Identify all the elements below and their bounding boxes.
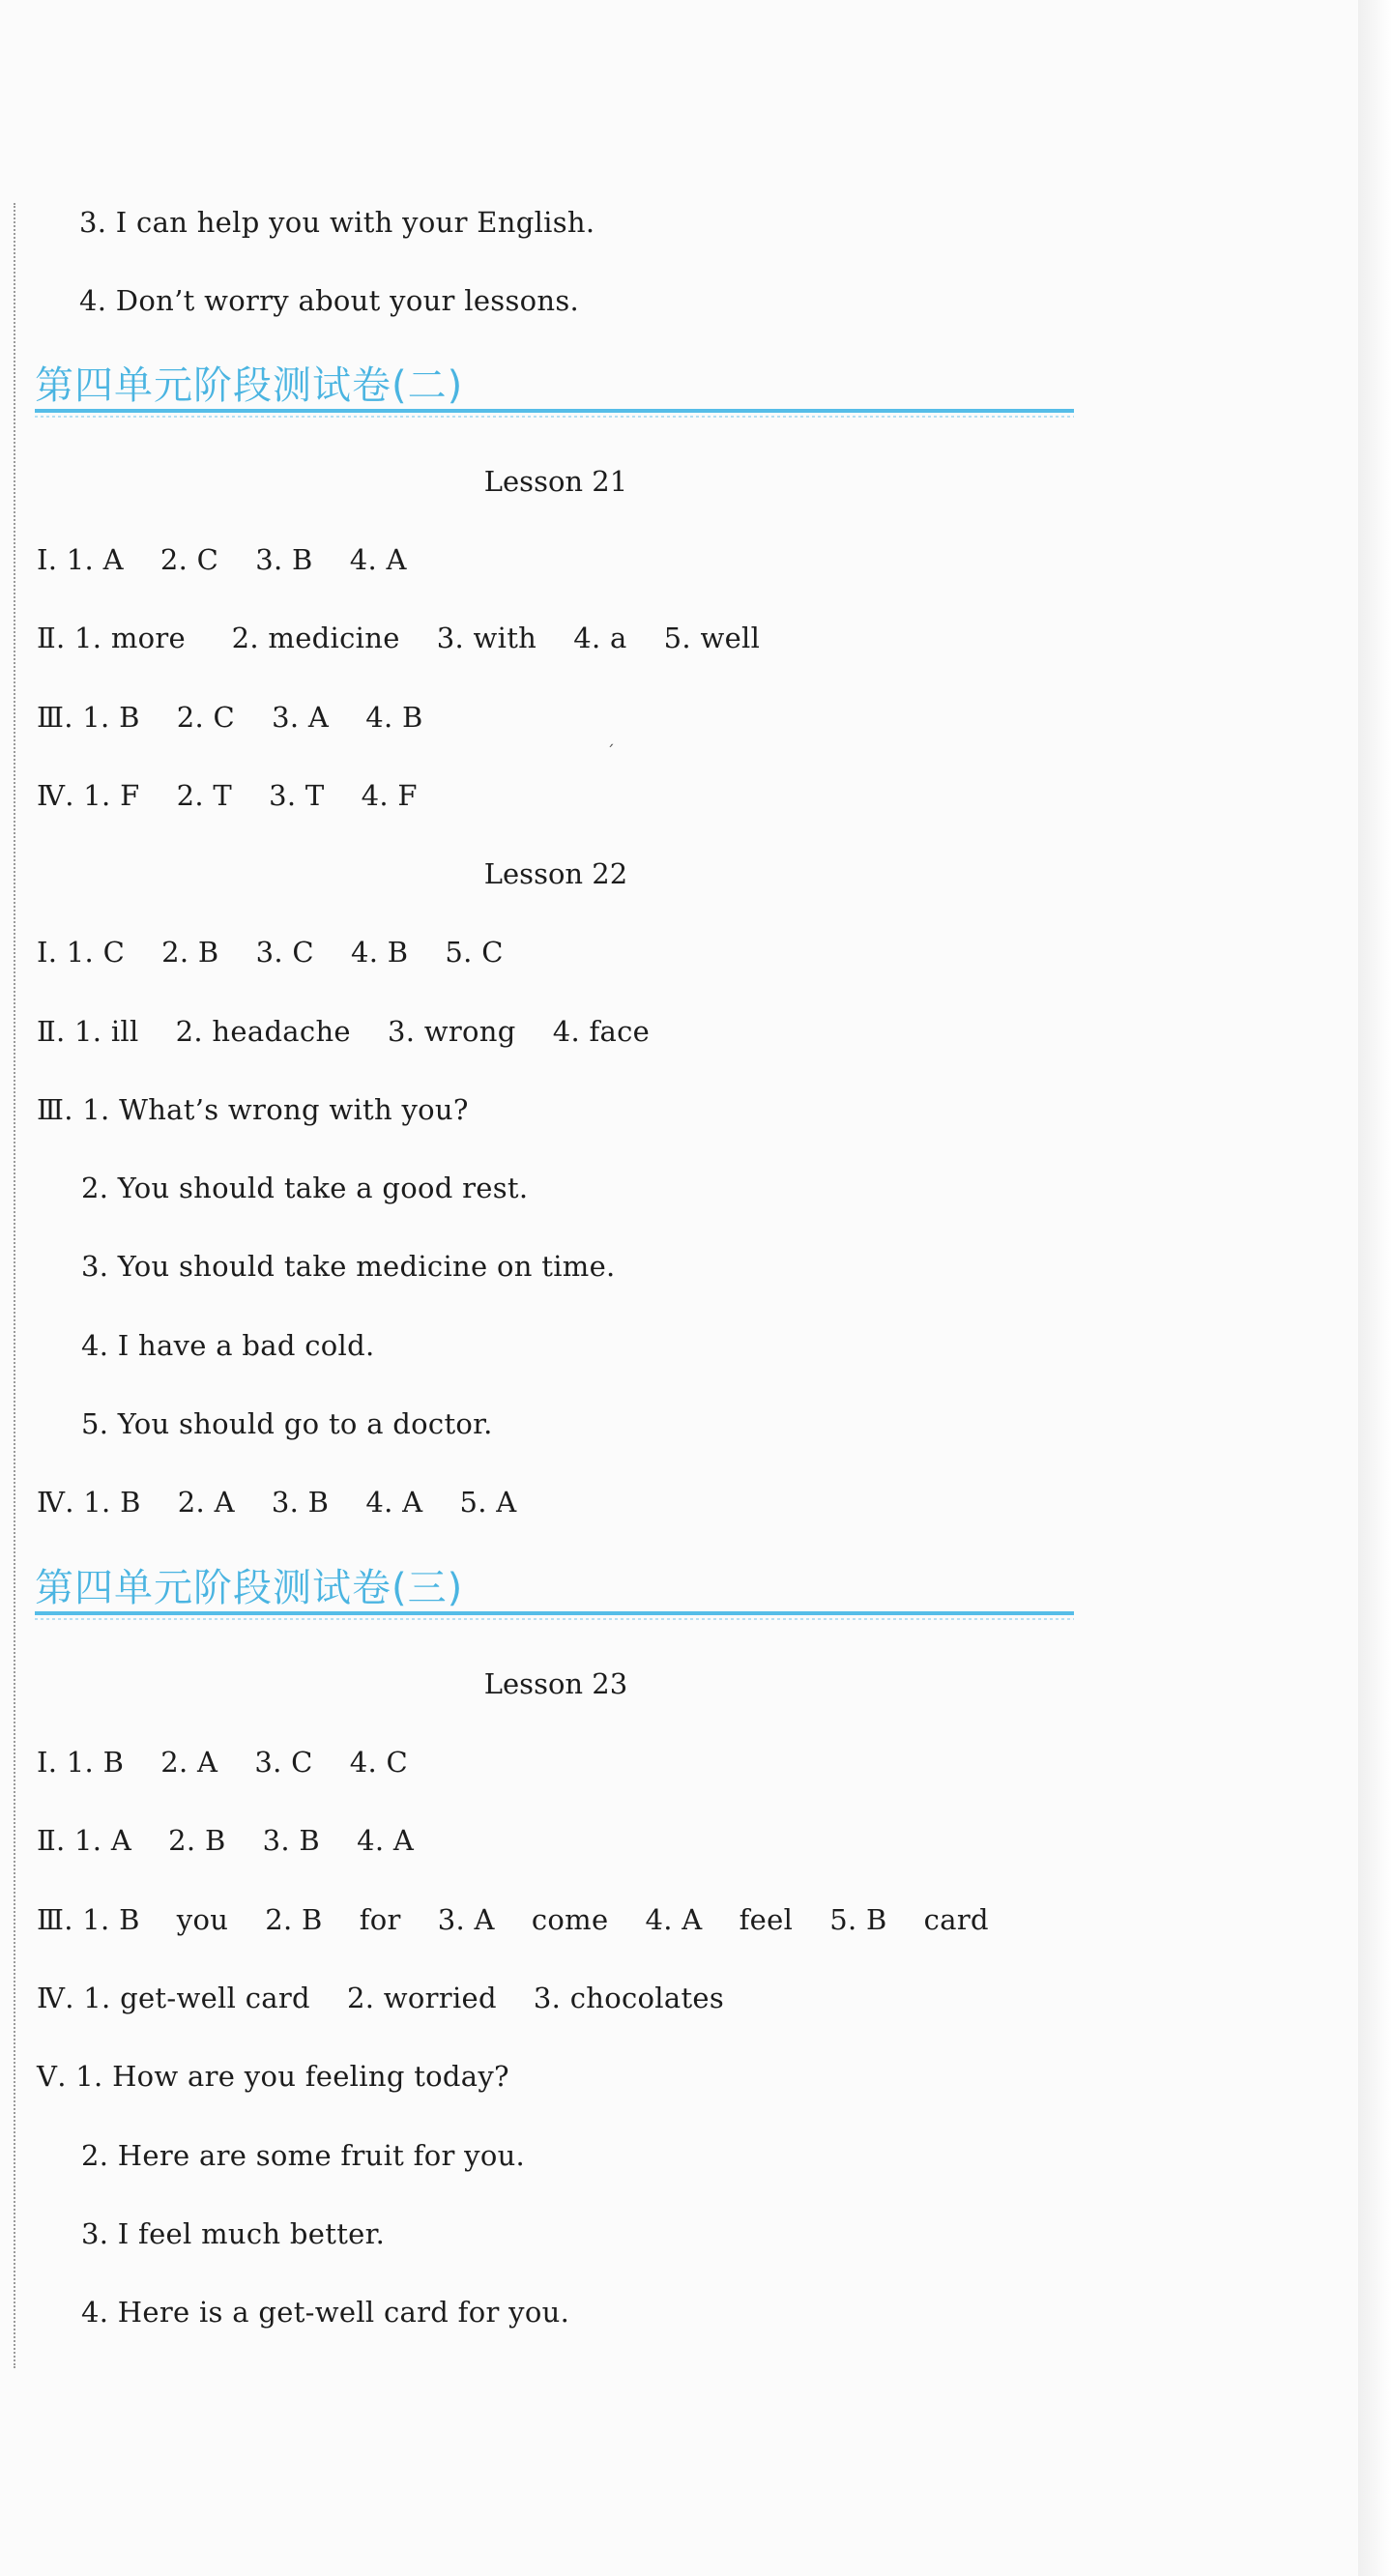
answer-line: Ⅳ. 1. B 2. A 3. B 4. A 5. A (37, 1486, 517, 1519)
answer-line: 4. Here is a get-well card for you. (81, 2296, 570, 2329)
answer-line: 4. I have a bad cold. (81, 1329, 375, 1362)
answer-line: Ⅳ. 1. get-well card 2. worried 3. chocolates (37, 1982, 725, 2014)
answer-line: Ⅲ. 1. B you 2. B for 3. A come 4. A feel 5. B card (37, 1903, 989, 1936)
lesson-title: Lesson 21 (483, 465, 628, 498)
section-underline (35, 1611, 1074, 1615)
section-header-test-2 (35, 361, 1074, 428)
answer-line: 2. Here are some fruit for you. (81, 2139, 526, 2172)
binding-margin-rule (14, 203, 15, 2368)
page-edge-shadow (1358, 0, 1392, 2576)
section-underline-dotted (35, 416, 1074, 418)
answer-line: Ⅴ. 1. How are you feeling today? (37, 2060, 509, 2093)
section-underline-dotted (35, 1618, 1074, 1620)
section-header-test-3 (35, 1563, 1074, 1631)
answer-line: 3. You should take medicine on time. (81, 1250, 616, 1283)
answer-line: 2. You should take a good rest. (81, 1172, 529, 1204)
answer-line: Ⅰ. 1. B 2. A 3. C 4. C (37, 1746, 408, 1779)
scan-speck: ˊ (606, 742, 615, 763)
answer-line: Ⅲ. 1. What’s wrong with you? (37, 1093, 469, 1126)
answer-line: Ⅱ. 1. A 2. B 3. B 4. A (37, 1824, 415, 1857)
answer-line: 3. I feel much better. (81, 2217, 386, 2250)
section-title: 第四单元阶段测试卷(三) (35, 1566, 464, 1610)
answer-line: Ⅰ. 1. C 2. B 3. C 4. B 5. C (37, 936, 504, 969)
lesson-title: Lesson 23 (483, 1667, 628, 1700)
answer-line: Ⅳ. 1. F 2. T 3. T 4. F (37, 779, 418, 812)
lesson-title: Lesson 22 (483, 857, 628, 890)
section-title: 第四单元阶段测试卷(二) (35, 363, 464, 408)
answer-line: 3. I can help you with your English. (79, 206, 595, 239)
section-underline (35, 409, 1074, 413)
answer-line: Ⅰ. 1. A 2. C 3. B 4. A (37, 543, 407, 576)
answer-line: 4. Don’t worry about your lessons. (79, 284, 580, 317)
answer-line: Ⅲ. 1. B 2. C 3. A 4. B (37, 701, 423, 734)
answer-line: Ⅱ. 1. more 2. medicine 3. with 4. a 5. well (37, 622, 761, 654)
answer-line: Ⅱ. 1. ill 2. headache 3. wrong 4. face (37, 1015, 651, 1048)
answer-line: 5. You should go to a doctor. (81, 1407, 493, 1440)
